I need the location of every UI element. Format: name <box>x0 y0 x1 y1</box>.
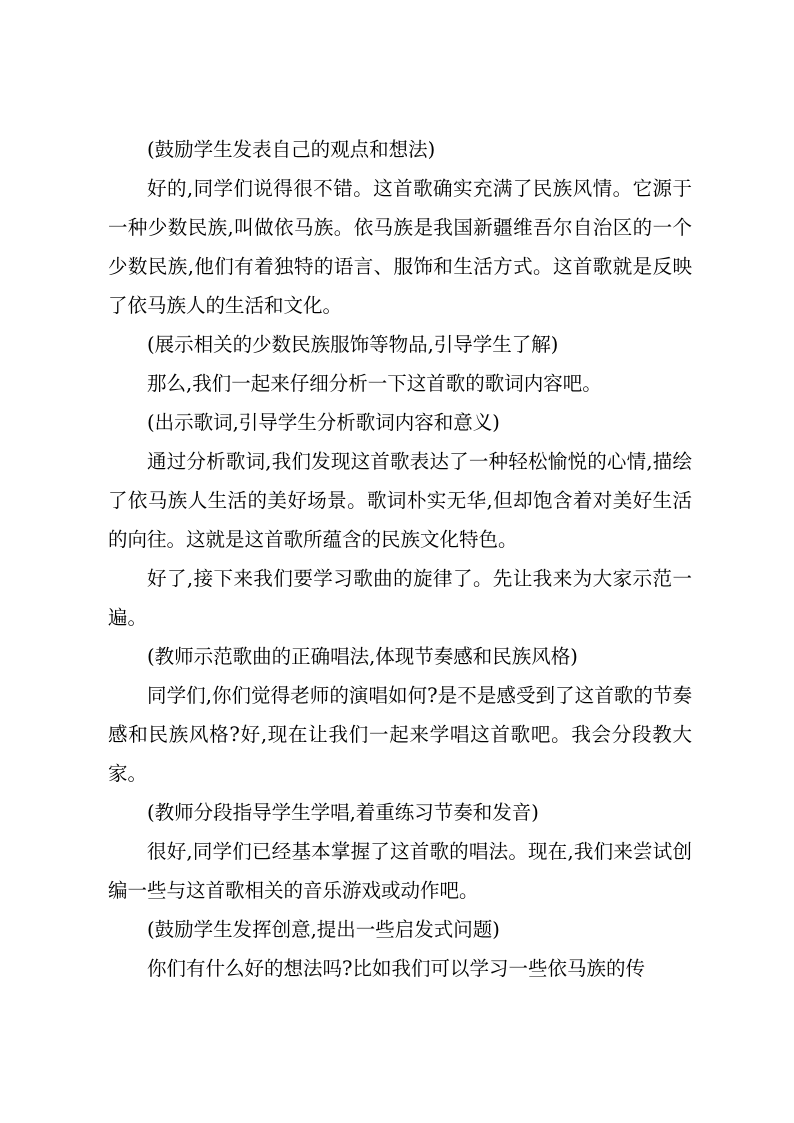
document-body <box>108 130 692 988</box>
paragraph-6: 通过分析歌词,我们发现这首歌表达了一种轻松愉悦的心情,描绘了依马族人生活的美好场景。歌词朴实无华,但却饱含着对美好生活的向往。这就是这首歌所蕴含的民族文化特色。 <box>108 450 692 551</box>
paragraph-10: (教师分段指导学生学唱,着重练习节奏和发音) <box>147 801 539 824</box>
paragraph-11: 很好,同学们已经基本掌握了这首歌的唱法。现在,我们来尝试创编一些与这首歌相关的音乐游戏或动作吧。 <box>108 840 692 902</box>
paragraph-9: 同学们,你们觉得老师的演唱如何?是不是感受到了这首歌的节奏感和民族风格?好,现在让我们一起来学唱这首歌吧。我会分段教大家。 <box>108 684 692 785</box>
paragraph-13: 你们有什么好的想法吗?比如我们可以学习一些依马族的传 <box>147 957 645 980</box>
paragraph-1: (鼓励学生发表自己的观点和想法) <box>147 138 436 161</box>
paragraph-3: (展示相关的少数民族服饰等物品,引导学生了解) <box>147 333 559 356</box>
paragraph-2: 好的,同学们说得很不错。这首歌确实充满了民族风情。它源于一种少数民族,叫做依马族。依马族是我国新疆维吾尔自治区的一个少数民族,他们有着独特的语言、服饰和生活方式。这首歌就是反映了依马族人的生活和文化。 <box>108 177 692 317</box>
paragraph-12: (鼓励学生发挥创意,提出一些启发式问题) <box>147 918 500 941</box>
paragraph-4: 那么,我们一起来仔细分析一下这首歌的歌词内容吧。 <box>147 372 602 395</box>
paragraph-7: 好了,接下来我们要学习歌曲的旋律了。先让我来为大家示范一遍。 <box>108 567 692 629</box>
paragraph-5: (出示歌词,引导学生分析歌词内容和意义) <box>147 411 500 434</box>
paragraph-8: (教师示范歌曲的正确唱法,体现节奏感和民族风格) <box>147 645 578 668</box>
